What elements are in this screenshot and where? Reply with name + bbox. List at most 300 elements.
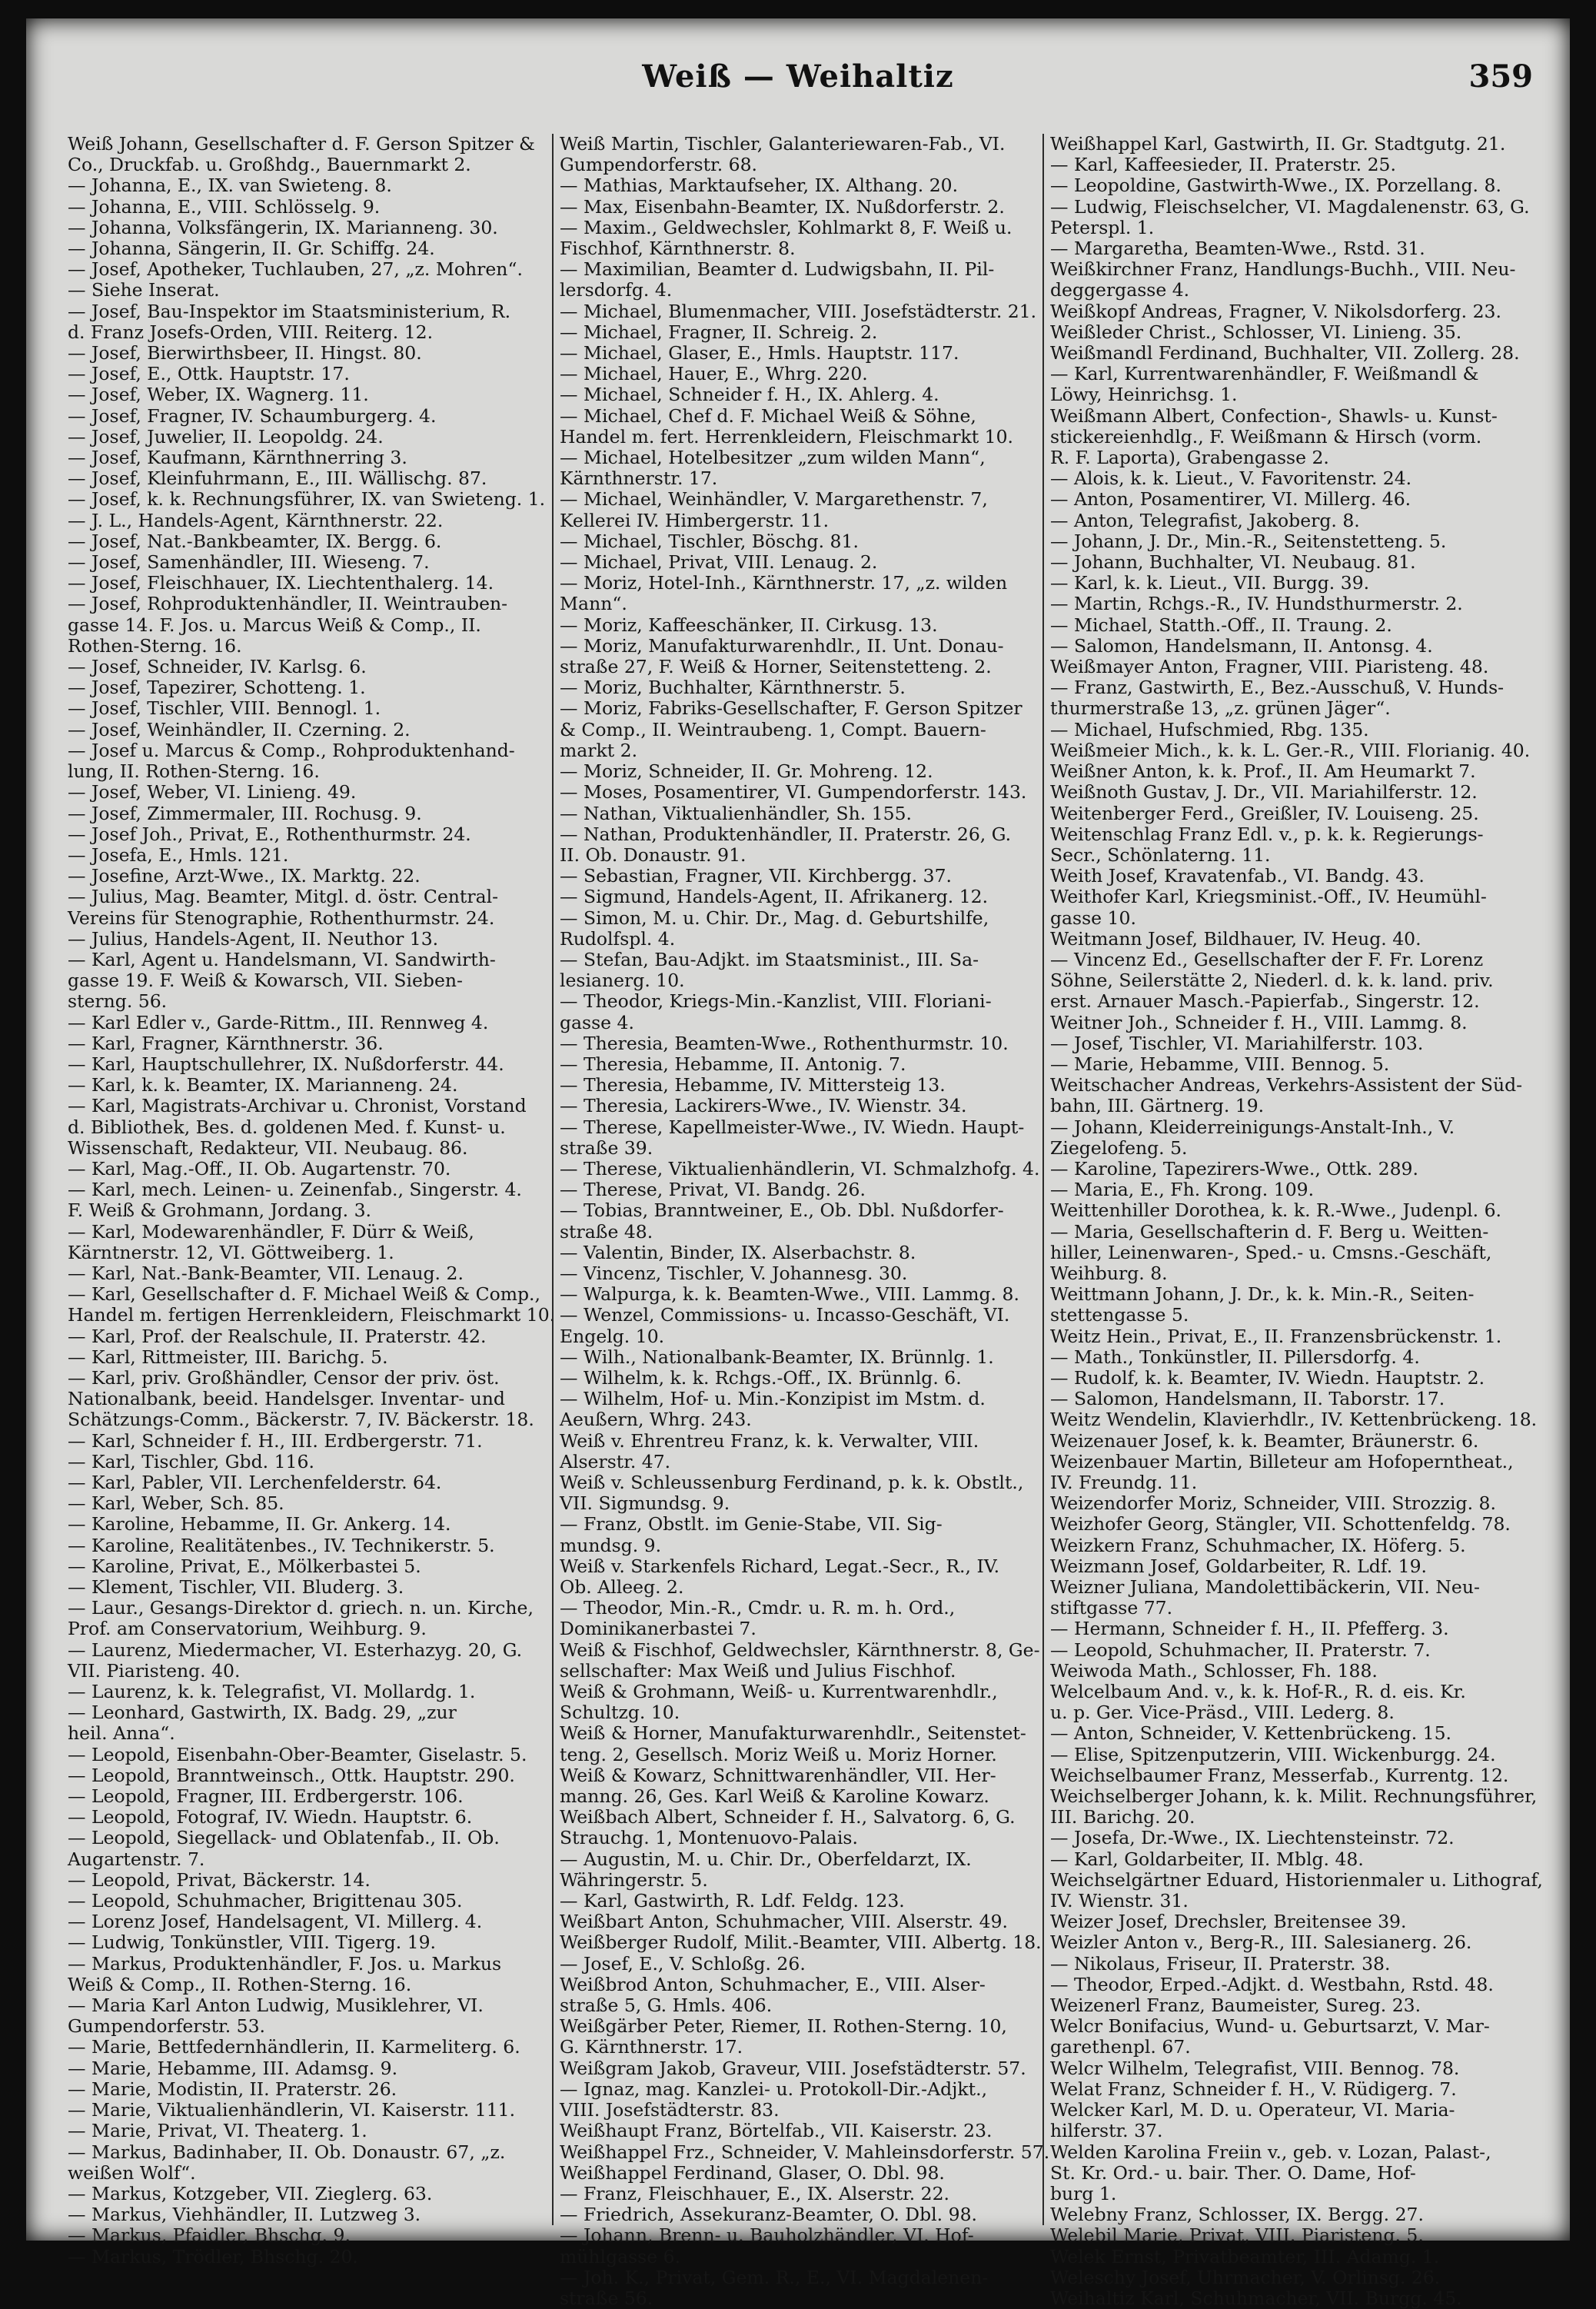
entry-line: — Moses, Posamentirer, VI. Gumpendorferstr. 143. — [560, 781, 1027, 803]
entry-line: stettengasse 5. — [1050, 1304, 1189, 1326]
entry-line: — Michael, Fragner, II. Schreig. 2. — [560, 321, 878, 343]
entry-line: — Josefa, Dr.-Wwe., IX. Liechtensteinstr. 72. — [1050, 1827, 1455, 1849]
entry-line: Dominikanerbastei 7. — [560, 1618, 756, 1640]
entry-line: Alserstr. 47. — [560, 1450, 671, 1472]
entry-line: — Tobias, Branntweiner, E., Ob. Dbl. Nußdorfer- — [560, 1199, 1004, 1222]
entry-line: — Josef, Tapezirer, Schotteng. 1. — [68, 677, 366, 699]
entry-line: — Josef, Schneider, IV. Karlsg. 6. — [68, 656, 367, 678]
entry-line: R. F. Laporta), Grabengasse 2. — [1050, 447, 1329, 469]
entry-line: — Augustin, M. u. Chir. Dr., Oberfeldarzt, IX. — [560, 1848, 972, 1870]
entry-line: Weichselbaumer Franz, Messerfab., Kurrentg. 12. — [1050, 1764, 1509, 1786]
entry-line: Handel m. fert. Herrenkleidern, Fleischmarkt 10. — [560, 425, 1014, 447]
entry-line: Weizkern Franz, Schuhmacher, IX. Höferg. 5. — [1050, 1534, 1466, 1556]
entry-line: — Martin, Rchgs.-R., IV. Hundsthurmerstr. 2. — [1050, 593, 1463, 615]
directory-columns — [62, 133, 1543, 2309]
entry-line: Weleschy Josef, Uhrmacher, V. Orlinsg. 26. — [1050, 2266, 1441, 2288]
entry-line: — Laurenz, k. k. Telegrafist, VI. Mollardg. 1. — [68, 1681, 476, 1703]
entry-line: heil. Anna“. — [68, 1722, 175, 1745]
entry-line: Weizenerl Franz, Baumeister, Sureg. 23. — [1050, 1995, 1421, 2017]
entry-line: — Theresia, Beamten-Wwe., Rothenthurmstr. 10. — [560, 1032, 1009, 1054]
entry-line: Weittenhiller Dorothea, k. k. R.-Wwe., Judenpl. 6. — [1050, 1199, 1502, 1222]
entry-line: Weichselberger Johann, k. k. Milit. Rechnungsführer, — [1050, 1785, 1538, 1808]
entry-line: VIII. Josefstädterstr. 83. — [560, 2099, 780, 2121]
entry-line: — Michael, Weinhändler, V. Margarethenstr. 7, — [560, 488, 988, 511]
entry-line: Wissenschaft, Redakteur, VII. Neubaug. 86. — [68, 1136, 468, 1159]
entry-line: — Josef, E., V. Schloßg. 26. — [560, 1952, 806, 1975]
entry-line: Aeußern, Whrg. 243. — [560, 1409, 752, 1431]
entry-line: — Karl, k. k. Beamter, IX. Marianneng. 24. — [68, 1074, 458, 1096]
entry-line: lesianerg. 10. — [560, 970, 685, 992]
entry-line: — Anton, Schneider, V. Kettenbrückeng. 15. — [1050, 1722, 1452, 1745]
entry-line: Weißgärber Peter, Riemer, II. Rothen-Sterng. 10, — [560, 2015, 1007, 2038]
entry-line: sellschafter: Max Weiß und Julius Fischhof. — [560, 1659, 956, 1682]
entry-line: — Anton, Posamentirer, VI. Millerg. 46. — [1050, 488, 1411, 511]
entry-line: — Math., Tonkünstler, II. Pillersdorfg. 4. — [1050, 1346, 1420, 1368]
entry-line: — Michael, Blumenmacher, VIII. Josefstädterstr. 21. — [560, 300, 1037, 322]
entry-line: Löwy, Heinrichsg. 1. — [1050, 384, 1238, 406]
entry-line: — Josef, Bau-Inspektor im Staatsministerium, R. — [68, 300, 511, 322]
entry-line: Kärntnerstr. 12, VI. Göttweiberg. 1. — [68, 1241, 394, 1263]
entry-line: — Karl, Prof. der Realschule, II. Praterstr. 42. — [68, 1325, 487, 1347]
entry-line: — Karl, Kurrentwarenhändler, F. Weißmandl & — [1050, 363, 1479, 385]
entry-line: straße 56. — [560, 2287, 653, 2309]
entry-line: — Leopold, Schuhmacher, Brigittenau 305. — [68, 1890, 463, 1912]
entry-line: Welebny Franz, Schlosser, IX. Bergg. 27. — [1050, 2204, 1424, 2226]
entry-line: erst. Arnauer Masch.-Papierfab., Singerstr. 12. — [1050, 990, 1480, 1013]
entry-line: — Moriz, Manufakturwarenhdlr., II. Unt. Donau- — [560, 634, 1004, 657]
entry-line: — Joh. K., Privat, Gem. R., E., VI. Magdalenen- — [560, 2266, 989, 2288]
entry-line: — Karl, Magistrats-Archivar u. Chronist, Vorstand — [68, 1095, 527, 1117]
entry-line: — Siehe Inserat. — [68, 279, 220, 301]
entry-line: Fischhof, Kärnthnerstr. 8. — [560, 238, 796, 260]
entry-line: — Josef, Fragner, IV. Schaumburgerg. 4. — [68, 404, 437, 427]
entry-line: — Vincenz, Tischler, V. Johannesg. 30. — [560, 1262, 908, 1284]
entry-line: — Hermann, Schneider f. H., II. Pfefferg. 3. — [1050, 1618, 1449, 1640]
entry-line: Welden Karolina Freiin v., geb. v. Lozan, Palast-, — [1050, 2141, 1491, 2163]
entry-line: Weiß v. Starkenfels Richard, Legat.-Secr., R., IV. — [560, 1555, 1000, 1577]
entry-line: Handel m. fertigen Herrenkleidern, Fleischmarkt 10. — [68, 1304, 556, 1326]
entry-line: Peterspl. 1. — [1050, 216, 1155, 238]
entry-line: manng. 26, Ges. Karl Weiß & Karoline Kowarz. — [560, 1785, 989, 1808]
entry-line: — Karl, Agent u. Handelsmann, VI. Sandwirth- — [68, 948, 496, 970]
entry-line: — Salomon, Handelsmann, II. Antonsg. 4. — [1050, 634, 1433, 657]
entry-line: Welcelbaum And. v., k. k. Hof-R., R. d. eis. Kr. — [1050, 1681, 1466, 1703]
entry-line: — Vincenz Ed., Gesellschafter der F. Fr. Lorenz — [1050, 948, 1484, 970]
entry-line: Weitmann Josef, Bildhauer, IV. Heug. 40. — [1050, 927, 1421, 950]
entry-line: straße 5, G. Hmls. 406. — [560, 1995, 773, 2017]
directory-column — [552, 133, 1050, 2309]
entry-line: Weißleder Christ., Schlosser, VI. Linieng. 35. — [1050, 321, 1462, 343]
entry-line: Weitz Hein., Privat, E., II. Franzensbrückenstr. 1. — [1050, 1325, 1502, 1347]
entry-line: Weitenberger Ferd., Greißler, IV. Louiseng. 25. — [1050, 802, 1479, 824]
entry-line: G. Kärnthnerstr. 17. — [560, 2036, 743, 2058]
entry-line: Weiß & Kowarz, Schnittwarenhändler, VII. Her- — [560, 1764, 996, 1786]
entry-line: Weißhappel Ferdinand, Glaser, O. Dbl. 98. — [560, 2161, 945, 2184]
entry-line: — Karl, Hauptschullehrer, IX. Nußdorferstr. 44. — [68, 1053, 504, 1075]
entry-line: Weißkopf Andreas, Fragner, V. Nikolsdorferg. 23. — [1050, 300, 1501, 322]
entry-line: Weiwoda Math., Schlosser, Fh. 188. — [1050, 1659, 1378, 1682]
entry-line: — Josef, Weinhändler, II. Czerning. 2. — [68, 718, 411, 740]
entry-line: — Simon, M. u. Chir. Dr., Mag. d. Geburtshilfe, — [560, 907, 989, 929]
directory-column — [62, 133, 556, 2267]
entry-line: — Ignaz, mag. Kanzlei- u. Protokoll-Dir.-Adjkt., — [560, 2078, 988, 2100]
entry-line: — Josef, Apotheker, Tuchlauben, 27, „z. Mohren“. — [68, 258, 523, 281]
entry-line: — Klement, Tischler, VII. Bluderg. 3. — [68, 1576, 404, 1599]
entry-line: Weitner Joh., Schneider f. H., VIII. Lammg. 8. — [1050, 1011, 1468, 1033]
entry-line: Weichselgärtner Eduard, Historienmaler u. Lithograf, — [1050, 1868, 1543, 1891]
entry-line: — Josef, Weber, IX. Wagnerg. 11. — [68, 384, 369, 406]
entry-line: Mann“. — [560, 593, 627, 615]
entry-line: d. Franz Josefs-Orden, VIII. Reiterg. 12. — [68, 321, 434, 343]
entry-line: Welat Franz, Schneider f. H., V. Rüdigerg. 7. — [1050, 2078, 1457, 2100]
entry-line: Weißmayer Anton, Fragner, VIII. Piaristeng. 48. — [1050, 656, 1489, 678]
entry-line: — Markus, Kotzgeber, VII. Zieglerg. 63. — [68, 2182, 433, 2204]
entry-line: lersdorfg. 4. — [560, 279, 673, 301]
entry-line: Vereins für Stenographie, Rothenthurmstr. 24. — [68, 907, 495, 929]
entry-line: — Josef, Kleinfuhrmann, E., III. Wällischg. 87. — [68, 467, 487, 490]
entry-line: Weiß & Horner, Manufakturwarenhdlr., Seitenstet- — [560, 1722, 1026, 1745]
entry-line: — Therese, Kapellmeister-Wwe., IV. Wiedn. Haupt- — [560, 1116, 1025, 1138]
entry-line: Gumpendorferstr. 68. — [560, 154, 758, 176]
entry-line: — Leopold, Fragner, III. Erdbergerstr. 106. — [68, 1785, 464, 1808]
entry-line: Weißmann Albert, Confection-, Shawls- u. Kunst- — [1050, 404, 1498, 427]
entry-line: & Comp., II. Weintraubeng. 1, Compt. Bauern- — [560, 718, 986, 740]
entry-line: — Leonhard, Gastwirth, IX. Badg. 29, „zur — [68, 1702, 457, 1724]
entry-line: — Moriz, Schneider, II. Gr. Mohreng. 12. — [560, 760, 933, 783]
entry-line: — Karl, Pabler, VII. Lerchenfelderstr. 64. — [68, 1472, 442, 1493]
entry-line: — Marie, Privat, VI. Theaterg. 1. — [68, 2120, 367, 2142]
entry-line: IV. Freundg. 11. — [1050, 1472, 1198, 1493]
entry-line: Welcr Wilhelm, Telegrafist, VIII. Bennog. 78. — [1050, 2057, 1460, 2079]
entry-line: Weißgram Jakob, Graveur, VIII. Josefstädterstr. 57. — [560, 2057, 1026, 2079]
entry-line: St. Kr. Ord.- u. bair. Ther. O. Dame, Hof- — [1050, 2161, 1416, 2184]
entry-line: Weißbart Anton, Schuhmacher, VIII. Alserstr. 49. — [560, 1911, 1009, 1933]
entry-line: Weißmandl Ferdinand, Buchhalter, VII. Zollerg. 28. — [1050, 342, 1520, 364]
entry-line: — Josefine, Arzt-Wwe., IX. Marktg. 22. — [68, 865, 421, 887]
entry-line: — Karl, Nat.-Bank-Beamter, VII. Lenaug. 2. — [68, 1262, 464, 1284]
entry-line: — Theodor, Erped.-Adjkt. d. Westbahn, Rstd. 48. — [1050, 1973, 1494, 1995]
entry-line: — Josef, k. k. Rechnungsführer, IX. van Swieteng. 1. — [68, 488, 546, 511]
entry-line: — Therese, Viktualienhändlerin, VI. Schmalzhofg. 4. — [560, 1157, 1040, 1179]
entry-line: Weitz Wendelin, Klavierhdlr., IV. Kettenbrückeng. 18. — [1050, 1409, 1538, 1431]
entry-line: — Markus, Produktenhändler, F. Jos. u. Markus — [68, 1952, 502, 1975]
entry-line: — Josef, Nat.-Bankbeamter, IX. Bergg. 6. — [68, 530, 442, 552]
entry-line: burg 1. — [1050, 2182, 1117, 2204]
entry-line: Weißkirchner Franz, Handlungs-Buchh., VIII. Neu- — [1050, 258, 1516, 281]
entry-line: — Josef, Fleischhauer, IX. Liechtenthalerg. 14. — [68, 572, 494, 594]
entry-line: — Wilhelm, Hof- u. Min.-Konzipist im Mstm. d. — [560, 1388, 986, 1410]
entry-line: — Michael, Chef d. F. Michael Weiß & Söhne, — [560, 404, 976, 427]
entry-line: — Laurenz, Miedermacher, VI. Esterhazyg. 20, G. — [68, 1639, 523, 1661]
entry-line: Weiß & Grohmann, Weiß- u. Kurrentwarenhdlr., — [560, 1681, 998, 1703]
entry-line: — Josef u. Marcus & Comp., Rohproduktenhand- — [68, 739, 515, 761]
entry-line: hiller, Leinenwaren-, Sped.- u. Cmsns.-Geschäft, — [1050, 1241, 1492, 1263]
entry-line: — Michael, Glaser, E., Hmls. Hauptstr. 117. — [560, 342, 959, 364]
entry-line: Rothen-Sterng. 16. — [68, 634, 242, 657]
entry-line: mundsg. 9. — [560, 1534, 662, 1556]
entry-line: — Maria Karl Anton Ludwig, Musiklehrer, VI. — [68, 1995, 484, 2017]
entry-line: — Moriz, Kaffeeschänker, II. Cirkusg. 13. — [560, 614, 938, 636]
entry-line: — Sigmund, Handels-Agent, II. Afrikanerg. 12. — [560, 886, 989, 908]
entry-line: Weißmeier Mich., k. k. L. Ger.-R., VIII. Florianig. 40. — [1050, 739, 1531, 761]
entry-line: — Karl, Gesellschafter d. F. Michael Weiß & Comp., — [68, 1283, 540, 1306]
entry-line: — Wilhelm, k. k. Rchgs.-Off., IX. Brünnlg. 6. — [560, 1366, 962, 1389]
entry-line: — Salomon, Handelsmann, II. Taborstr. 17. — [1050, 1388, 1445, 1410]
entry-line: Kärnthnerstr. 17. — [560, 467, 718, 490]
entry-line: — Johann, J. Dr., Min.-R., Seitenstetteng. 5. — [1050, 530, 1447, 552]
entry-line: u. p. Ger. Vice-Präsd., VIII. Lederg. 8. — [1050, 1702, 1395, 1724]
entry-line: — Karoline, Privat, E., Mölkerbastei 5. — [68, 1555, 421, 1577]
entry-line: — Theodor, Min.-R., Cmdr. u. R. m. h. Ord., — [560, 1597, 956, 1619]
entry-line: Weith Josef, Kravatenfab., VI. Bandg. 43. — [1050, 865, 1425, 887]
entry-line: — Nathan, Viktualienhändler, Sh. 155. — [560, 802, 913, 824]
page-number: 359 — [1468, 58, 1533, 95]
entry-line: Weizendorfer Moriz, Schneider, VIII. Strozzig. 8. — [1050, 1492, 1496, 1515]
entry-line: — Karoline, Realitätenbes., IV. Technikerstr. 5. — [68, 1534, 495, 1556]
entry-line: Weizler Anton v., Berg-R., III. Salesianerg. 26. — [1050, 1931, 1472, 1954]
entry-line: — Sebastian, Fragner, VII. Kirchbergg. 37. — [560, 865, 953, 887]
entry-line: — Maximilian, Beamter d. Ludwigsbahn, II. Pil- — [560, 258, 995, 281]
entry-line: Schultzg. 10. — [560, 1702, 680, 1724]
entry-line: — Elise, Spitzenputzerin, VIII. Wickenburgg. 24. — [1050, 1743, 1496, 1765]
entry-line: gasse 19. F. Weiß & Kowarsch, VII. Sieben- — [68, 970, 463, 992]
entry-line: — Julius, Mag. Beamter, Mitgl. d. östr. Central- — [68, 886, 499, 908]
entry-line: Secr., Schönlaterng. 11. — [1050, 843, 1271, 866]
entry-line: — Karl, Kaffeesieder, II. Praterstr. 25. — [1050, 154, 1396, 176]
entry-line: Weißnoth Gustav, J. Dr., VII. Mariahilferstr. 12. — [1050, 781, 1478, 803]
entry-line: — Karoline, Hebamme, II. Gr. Ankerg. 14. — [68, 1513, 451, 1535]
entry-line: — Karl, Mag.-Off., II. Ob. Augartenstr. 70. — [68, 1157, 451, 1179]
entry-line: Weithofer Karl, Kriegsminist.-Off., IV. Heumühl- — [1050, 886, 1487, 908]
entry-line: — Karl, Fragner, Kärnthnerstr. 36. — [68, 1032, 384, 1054]
entry-line: straße 48. — [560, 1220, 653, 1243]
entry-line: Weiß & Comp., II. Rothen-Sterng. 16. — [68, 1973, 412, 1995]
entry-line: bahn, III. Gärtnerg. 19. — [1050, 1095, 1265, 1117]
entry-line: Welek Ernst, Privatbeamter, III. Adamg. 1. — [1050, 2245, 1440, 2267]
entry-line: Weißbach Albert, Schneider f. H., Salvatorg. 6, G. — [560, 1806, 1016, 1828]
entry-line: weißen Wolf“. — [68, 2161, 196, 2184]
entry-line: — Karl, priv. Großhändler, Censor der priv. öst. — [68, 1366, 500, 1389]
entry-line: Weißhappel Karl, Gastwirth, II. Gr. Stadtgutg. 21. — [1050, 133, 1506, 155]
entry-line: — Michael, Privat, VIII. Lenaug. 2. — [560, 551, 878, 574]
entry-line: — Stefan, Bau-Adjkt. im Staatsminist., III. Sa- — [560, 948, 979, 970]
entry-line: — Josef, Tischler, VI. Mariahilferstr. 103. — [1050, 1032, 1424, 1054]
entry-line: — Leopold, Eisenbahn-Ober-Beamter, Giselastr. 5. — [68, 1743, 527, 1765]
entry-line: Co., Druckfab. u. Großhdg., Bauernmarkt 2. — [68, 154, 471, 176]
entry-line: — Moriz, Fabriks-Gesellschafter, F. Gerson Spitzer — [560, 697, 1022, 720]
entry-line: — Theodor, Kriegs-Min.-Kanzlist, VIII. Floriani- — [560, 990, 992, 1013]
entry-line: — Max, Eisenbahn-Beamter, IX. Nußdorferstr. 2. — [560, 195, 1005, 218]
entry-line: gasse 14. F. Jos. u. Marcus Weiß & Comp., II. — [68, 614, 481, 636]
entry-line: Währingerstr. 5. — [560, 1868, 708, 1891]
entry-line: gasse 10. — [1050, 907, 1136, 929]
entry-line: markt 2. — [560, 739, 638, 761]
entry-line: — Friedrich, Assekuranz-Beamter, O. Dbl. 98. — [560, 2204, 977, 2226]
entry-line: — Nathan, Produktenhändler, II. Praterstr. 26, G. — [560, 823, 1012, 845]
entry-line: — Leopold, Privat, Bäckerstr. 14. — [68, 1868, 371, 1891]
entry-line: — Leopold, Schuhmacher, II. Praterstr. 7. — [1050, 1639, 1431, 1661]
entry-line: — Franz, Gastwirth, E., Bez.-Ausschuß, V. Hunds- — [1050, 677, 1505, 699]
entry-line: — Karl Edler v., Garde-Rittm., III. Rennweg 4. — [68, 1011, 489, 1033]
entry-line: — Marie, Hebamme, III. Adamsg. 9. — [68, 2057, 398, 2079]
entry-line: Ob. Alleeg. 2. — [560, 1576, 684, 1599]
entry-line: teng. 2, Gesellsch. Moriz Weiß u. Moriz Horner. — [560, 1743, 997, 1765]
entry-line: — Markus, Pfaidler, Bhschg. 9. — [68, 2224, 351, 2247]
entry-line: Weittmann Johann, J. Dr., k. k. Min.-R., Seiten- — [1050, 1283, 1475, 1306]
entry-line: — Theresia, Lackirers-Wwe., IV. Wienstr. 34. — [560, 1095, 967, 1117]
entry-line: Engelg. 10. — [560, 1325, 665, 1347]
entry-line: Weißhaupt Franz, Börtelfab., VII. Kaiserstr. 23. — [560, 2120, 993, 2142]
entry-line: — Leopoldine, Gastwirth-Wwe., IX. Porzellang. 8. — [1050, 175, 1501, 197]
entry-line: — Johanna, Sängerin, II. Gr. Schiffg. 24. — [68, 238, 435, 260]
directory-column — [1042, 133, 1543, 2309]
entry-line: — Marie, Bettfedernhändlerin, II. Karmeliterg. 6. — [68, 2036, 520, 2058]
entry-line: — Karl, mech. Leinen- u. Zeinenfab., Singerstr. 4. — [68, 1179, 522, 1201]
entry-line: — Karl, Goldarbeiter, II. Mblg. 48. — [1050, 1848, 1364, 1870]
entry-line: thurmerstraße 13, „z. grünen Jäger“. — [1050, 697, 1391, 720]
entry-line: Weitenschlag Franz Edl. v., p. k. k. Regierungs- — [1050, 823, 1484, 845]
entry-line: Weißbrod Anton, Schuhmacher, E., VIII. Alser- — [560, 1973, 986, 1995]
entry-line: Welebil Marie, Privat, VIII. Piaristeng. 5. — [1050, 2224, 1424, 2247]
entry-line: Weiß & Fischhof, Geldwechsler, Kärnthnerstr. 8, Ge- — [560, 1639, 1040, 1661]
entry-line: — J. L., Handels-Agent, Kärnthnerstr. 22. — [68, 509, 444, 531]
entry-line: Weizer Josef, Drechsler, Breitensee 39. — [1050, 1911, 1407, 1933]
entry-line: straße 27, F. Weiß & Horner, Seitenstetteng. 2. — [560, 656, 992, 678]
entry-line: — Theresia, Hebamme, II. Antonig. 7. — [560, 1053, 906, 1075]
running-head: Weiß — Weihaltiz — [642, 58, 954, 95]
entry-line: — Julius, Handels-Agent, II. Neuthor 13. — [68, 927, 439, 950]
entry-line: mühlgasse 6. — [560, 2245, 681, 2267]
entry-line: — Johann, Buchhalter, VI. Neubaug. 81. — [1050, 551, 1416, 574]
entry-line: — Moriz, Buchhalter, Kärnthnerstr. 5. — [560, 677, 906, 699]
entry-line: VII. Piaristeng. 40. — [68, 1659, 241, 1682]
entry-line: — Josef, Rohproduktenhändler, II. Weintrauben- — [68, 593, 508, 615]
entry-line: — Markus, Viehhändler, II. Lutzweg 3. — [68, 2204, 421, 2226]
entry-line: F. Weiß & Grohmann, Jordang. 3. — [68, 1199, 371, 1222]
entry-line: Weizmann Josef, Goldarbeiter, R. Ldf. 19. — [1050, 1555, 1428, 1577]
entry-line: straße 39. — [560, 1136, 653, 1159]
entry-line: — Josef, Weber, VI. Linieng. 49. — [68, 781, 357, 803]
entry-line: Nationalbank, beeid. Handelsger. Inventar- und — [68, 1388, 505, 1410]
entry-line: IV. Wienstr. 31. — [1050, 1890, 1189, 1912]
entry-line: — Karoline, Tapezirers-Wwe., Ottk. 289. — [1050, 1157, 1418, 1179]
entry-line: — Walpurga, k. k. Beamten-Wwe., VIII. Lammg. 8. — [560, 1283, 1019, 1306]
entry-line: — Maria, Gesellschafterin d. F. Berg u. Weitten- — [1050, 1220, 1489, 1243]
entry-line: — Michael, Tischler, Böschg. 81. — [560, 530, 859, 552]
entry-line: Weihaltiz Karl, Schuhmacher, VII. Burgg. 45. — [1050, 2287, 1462, 2309]
entry-line: Weiß Johann, Gesellschafter d. F. Gerson Spitzer & — [68, 133, 535, 155]
entry-line: Weitschacher Andreas, Verkehrs-Assistent der Süd- — [1050, 1074, 1523, 1096]
entry-line: VII. Sigmundsg. 9. — [560, 1492, 730, 1515]
entry-line: hilferstr. 37. — [1050, 2120, 1163, 2142]
entry-line: — Leopold, Fotograf, IV. Wiedn. Hauptstr. 6. — [68, 1806, 473, 1828]
entry-line: Weiß Martin, Tischler, Galanteriewaren-Fab., VI. — [560, 133, 1006, 155]
entry-line: — Johanna, E., VIII. Schlösselg. 9. — [68, 195, 381, 218]
entry-line: — Maria, E., Fh. Krong. 109. — [1050, 1179, 1315, 1201]
entry-line: stickereienhdlg., F. Weißmann & Hirsch (vorm. — [1050, 425, 1482, 447]
entry-line: Weißberger Rudolf, Milit.-Beamter, VIII. Albertg. 18. — [560, 1931, 1042, 1954]
entry-line: — Rudolf, k. k. Beamter, IV. Wiedn. Hauptstr. 2. — [1050, 1366, 1485, 1389]
entry-line: — Josef Joh., Privat, E., Rothenthurmstr. 24. — [68, 823, 471, 845]
entry-line: — Marie, Viktualienhändlerin, VI. Kaiserstr. 111. — [68, 2099, 516, 2121]
entry-line: — Nikolaus, Friseur, II. Praterstr. 38. — [1050, 1952, 1391, 1975]
entry-line: Schätzungs-Comm., Bäckerstr. 7, IV. Bäckerstr. 18. — [68, 1409, 534, 1431]
entry-line: — Lorenz Josef, Handelsagent, VI. Millerg. 4. — [68, 1911, 483, 1933]
entry-line: — Josef, Kaufmann, Kärnthnerring 3. — [68, 447, 407, 469]
entry-line: Weißhappel Frz., Schneider, V. Mahleinsdorferstr. 57. — [560, 2141, 1050, 2163]
entry-line: deggergasse 4. — [1050, 279, 1190, 301]
entry-line: — Josefa, E., Hmls. 121. — [68, 843, 289, 866]
entry-line: Welcker Karl, M. D. u. Operateur, VI. Maria- — [1050, 2099, 1455, 2121]
entry-line: Ziegelofeng. 5. — [1050, 1136, 1188, 1159]
entry-line: III. Barichg. 20. — [1050, 1806, 1195, 1828]
entry-line: — Markus, Trödler, Bhschg. 20. — [68, 2245, 358, 2267]
entry-line: — Karl, k. k. Lieut., VII. Burgg. 39. — [1050, 572, 1370, 594]
entry-line: — Franz, Fleischhauer, E., IX. Alserstr. 22. — [560, 2182, 950, 2204]
entry-line: Rudolfspl. 4. — [560, 927, 676, 950]
entry-line: Weizenauer Josef, k. k. Beamter, Bräunerstr. 6. — [1050, 1429, 1479, 1452]
entry-line: — Karl, Modewarenhändler, F. Dürr & Weiß, — [68, 1220, 474, 1243]
entry-line: — Franz, Obstlt. im Genie-Stabe, VII. Sig- — [560, 1513, 943, 1535]
entry-line: — Michael, Statth.-Off., II. Traung. 2. — [1050, 614, 1392, 636]
entry-line: Weiß v. Schleussenburg Ferdinand, p. k. k. Obstlt., — [560, 1472, 1024, 1493]
entry-line: Weizhofer Georg, Stängler, VII. Schottenfeldg. 78. — [1050, 1513, 1511, 1535]
entry-line: Söhne, Seilerstätte 2, Niederl. d. k. k. land. priv. — [1050, 970, 1494, 992]
entry-line: — Therese, Privat, VI. Bandg. 26. — [560, 1179, 866, 1201]
entry-line: — Michael, Hufschmied, Rbg. 135. — [1050, 718, 1369, 740]
entry-line: — Leopold, Branntweinsch., Ottk. Hauptstr. 290. — [68, 1764, 515, 1786]
entry-line: — Karl, Schneider f. H., III. Erdbergerstr. 71. — [68, 1429, 483, 1452]
entry-line: — Ludwig, Fleischselcher, VI. Magdalenenstr. 63, G. — [1050, 195, 1530, 218]
entry-line: lung, II. Rothen-Sterng. 16. — [68, 760, 320, 783]
entry-line: Weizner Juliana, Mandolettibäckerin, VII. Neu- — [1050, 1576, 1480, 1599]
entry-line: — Laur., Gesangs-Direktor d. griech. n. un. Kirche, — [68, 1597, 534, 1619]
entry-line: — Michael, Hotelbesitzer „zum wilden Mann“, — [560, 447, 986, 469]
directory-page — [26, 18, 1570, 2309]
entry-line: — Karl, Weber, Sch. 85. — [68, 1492, 284, 1515]
entry-line: stiftgasse 77. — [1050, 1597, 1173, 1619]
entry-line: II. Ob. Donaustr. 91. — [560, 843, 746, 866]
entry-line: — Alois, k. k. Lieut., V. Favoritenstr. 24. — [1050, 467, 1412, 490]
entry-line: — Josef, Juwelier, II. Leopoldg. 24. — [68, 425, 384, 447]
entry-line: — Marie, Hebamme, VIII. Bennog. 5. — [1050, 1053, 1390, 1075]
entry-line: — Josef, Bierwirthsbeer, II. Hingst. 80. — [68, 342, 422, 364]
entry-line: — Leopold, Siegellack- und Oblatenfab., II. Ob. — [68, 1827, 500, 1849]
entry-line: — Wilh., Nationalbank-Beamter, IX. Brünnlg. 1. — [560, 1346, 994, 1368]
entry-line: d. Bibliothek, Bes. d. goldenen Med. f. Kunst- u. — [68, 1116, 506, 1138]
entry-line: Kellerei IV. Himbergerstr. 11. — [560, 509, 830, 531]
entry-line: — Maxim., Geldwechsler, Kohlmarkt 8, F. Weiß u. — [560, 216, 1012, 238]
entry-line: gasse 4. — [560, 1011, 634, 1033]
entry-line: Augartenstr. 7. — [68, 1848, 205, 1870]
entry-line: — Johann, Kleiderreinigungs-Anstalt-Inh., V. — [1050, 1116, 1455, 1138]
entry-line: garethenpl. 67. — [1050, 2036, 1191, 2058]
entry-line: — Anton, Telegrafist, Jakoberg. 8. — [1050, 509, 1360, 531]
entry-line: Weißner Anton, k. k. Prof., II. Am Heumarkt 7. — [1050, 760, 1476, 783]
entry-line: — Josef, Samenhändler, III. Wieseng. 7. — [68, 551, 430, 574]
entry-line: — Markus, Badinhaber, II. Ob. Donaustr. 67, „z. — [68, 2141, 506, 2163]
entry-line: Strauchg. 1, Montenuovo-Palais. — [560, 1827, 858, 1849]
entry-line: Prof. am Conservatorium, Weihburg. 9. — [68, 1618, 427, 1640]
entry-line: — Karl, Tischler, Gbd. 116. — [68, 1450, 314, 1472]
entry-line: — Mathias, Marktaufseher, IX. Althang. 20. — [560, 175, 959, 197]
entry-line: — Michael, Schneider f. H., IX. Ahlerg. 4. — [560, 384, 939, 406]
entry-line: Welcr Bonifacius, Wund- u. Geburtsarzt, V. Mar- — [1050, 2015, 1490, 2038]
entry-line: Weiß v. Ehrentreu Franz, k. k. Verwalter, VIII. — [560, 1429, 979, 1452]
entry-line: — Johann, Brenn- u. Bauholzhändler, VI. Hof- — [560, 2224, 974, 2247]
entry-line: — Moriz, Hotel-Inh., Kärnthnerstr. 17, „z. wilden — [560, 572, 1008, 594]
entry-line: — Karl, Gastwirth, R. Ldf. Feldg. 123. — [560, 1890, 905, 1912]
